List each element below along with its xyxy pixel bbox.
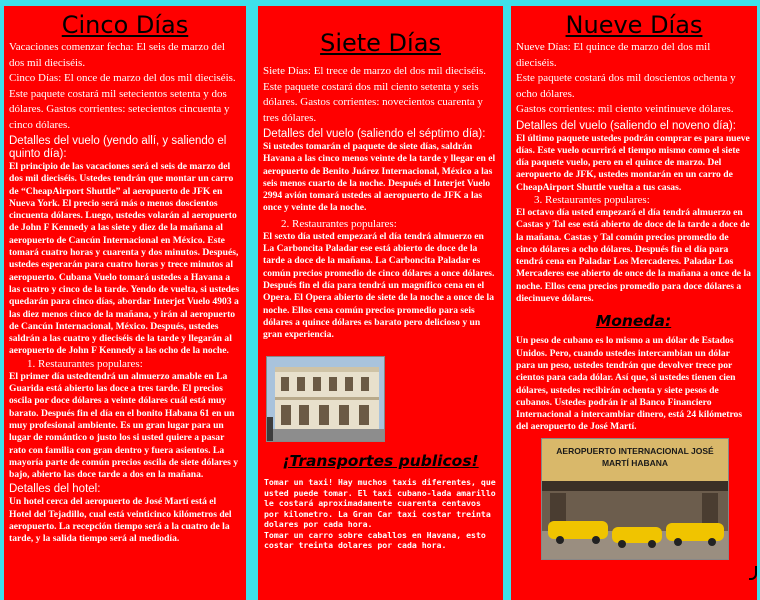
panel-title: Nueve Días	[565, 11, 703, 39]
panel-title: Cinco Días	[61, 11, 189, 39]
hotel-text: Un hotel cerca del aeropuerto de José Martí está el Hotel del Tejadillo, cual está veinticinco kilómetros del aeropuerto. La recepción tiempo será a la cuatro de la tarde, y la salida tiempo será al mediodía.	[9, 496, 232, 545]
flight-heading: Detalles del vuelo (saliendo el séptimo día):	[263, 128, 486, 140]
transport-taxi-text: Tomar un taxi! Hay muchos taxis diferentes, que usted puede tomar. El taxi cubano-lada amarillo le costará aproximadamente cuarenta centavos por kilometro. La Gran Car taxi costar treinta dolares por cada hora.	[264, 477, 496, 529]
restaurants-heading: 3. Restaurantes populares:	[534, 193, 650, 206]
start-date-text: Vacaciones comenzar fecha: El seis de marzo del dos mil dieciséis.	[9, 41, 225, 69]
panel-title: Siete Días	[320, 29, 441, 57]
money-text: Un peso de cubano es lo mismo a un dólar de Estados Unidos. Pero, cuando ustedes intercambian un dólar para un peso, ustedes tendrán que devolver trece por cientos para cada dólar. Así que, si ustedes tienen cien dólares, ustedes recibirán ochenta y siete pesos de cubanos. Ustedes podrán ir al Banco Financiero Internacional a intercambiar dinero, está 24 kilómetros del aeropuerto de José Martí.	[516, 335, 743, 433]
hotel-building-photo	[266, 356, 385, 442]
hotel-heading: Detalles del hotel:	[9, 483, 101, 496]
flight-details-text: El principio de las vacaciones será el seis de marzo del dos mil dieciséis. Ustedes tendrán que montar un carro de “CheapAirport Shuttle” al aeropuerto de JFK en Nueva York. El precio será más o menos doscientos cincuenta dólares. Luego, ustedes volarán al aeropuerto de John F Kennedy a las siete y diez de la mañana al aeropuerto de Cancún Internacional en México. Este tomará cuatro horas y cuarenta y dos minutos. Después, ustedes esperarán para cuatro horas y trece minutos al aeropuerto. Cubana Vuelo tomará ustedes a Havana a las cuatro y cinco de la tarde. Yendo de vuelta, si ustedes quedarán para cinco días, abordar Interjet Vuelo 4903 a las diez menos cinco de la mañana, y irán al aeropuerto de Cancún Internacional, México. Después, ustedes saldrán a las cuatro y dieciséis de la tarde y llegarán al aeropuerto de John F Kennedy a las ocho de la noche.	[9, 161, 239, 357]
restaurants-heading: 1. Restaurantes populares:	[27, 357, 143, 370]
brochure-panel-cinco-dias	[4, 6, 246, 600]
flight-heading: Detalles del vuelo (saliendo el noveno día):	[516, 119, 736, 132]
package-price-text: Siete Días: El trece de marzo del dos mil dieciséis. Este paquete costará dos mil ciento setenta y seis dólares. Gastos corrientes: novecientos cuarenta y tres dólares.	[263, 65, 486, 124]
restaurants-text: El sexto día usted empezará el día tendrá almuerzo en La Carboncita Paladar ese está abierto de doce de la tarde a doce de la mañana. La Carboncita Paladar es común precios promedio de cinco dólares a once dólares. Después fin el día para tendrá un magnífico cena en el Opera. El Opera abierto de siete de la noche a once de la noche. Ellos cena común precios promedio para seis dólares a quince dólares es barato pero delicioso y un gran experiencia.	[263, 230, 495, 341]
money-heading: Moneda:	[595, 312, 672, 331]
start-date-text: Nueve Días: El quince de marzo del dos mil dieciséis.	[516, 41, 711, 69]
restaurants-text: El primer día ustedtendrá un almuerzo amable en La Guarida está abierto las doce a tres tarde. El precios oscila por doce dólares a veinte dólares cuál está muy barato. Después fin el día en el bonito Habana 61 en un muy profesional ambiente. Es un gran lugar para un lugar de romántico o justo los si usted quiere a pasar rato con familia con gran dentro y fuera asientos. La mayoría parte de común precios oscila de siete dólares y bajo, abierto las doce tarde a dos en la mañana.	[9, 370, 239, 481]
expenses-text: Gastos corrientes: mil ciento veintinueve dólares.	[516, 103, 734, 115]
flight-details-text: El último paquete ustedes podrán comprar es para nueve días. Este vuelo ocurrirá el tiempo mismo como el siete día paquete vuelo, pero en el quince de marzo. Del aeropuerto de JFK, ustedes montarán en un carro de CheapAirport Shuttle vuelta a tus casas.	[516, 132, 750, 193]
transport-horse-text: Tomar un carro sobre caballos en Havana, esto costar treinta dolares por cada hora.	[264, 529, 486, 550]
restaurants-heading: 2. Restaurantes populares:	[281, 217, 397, 230]
brochure-panel-nueve-dias	[511, 6, 757, 600]
brochure-panel-siete-dias	[258, 6, 503, 600]
flight-heading: Detalles del vuelo (yendo allí, y saliendo el quinto día):	[9, 135, 227, 160]
airport-photo	[541, 438, 729, 560]
transport-heading: ¡Transportes publicos!	[282, 452, 479, 470]
package-price-text: Este paquete costará dos mil doscientos ochenta y ocho dólares.	[516, 72, 736, 100]
restaurants-text: El octavo día usted empezará el día tendrá almuerzo en Castas y Tal ese está abierto de doce de la tarde a doce de la mañana. Castas y Tal común precios promedio de cinco dólares a ocho dólares. Después fin el día para tendrá cena en Paladar Los Mercaderes. Paladar Los Mercaderes ese abierto de once de la mañana a once de la noche. Ellos cena precios promedio para doce dólares a diecinueve dólares.	[516, 206, 751, 305]
package-price-text: Cinco Días: El once de marzo del dos mil dieciséis. Este paquete costará mil setecientos setenta y dos dólares. Gastos corrientes: setecientos cincuenta y cinco dólares.	[9, 72, 236, 131]
flight-details-text: Si ustedes tomarán el paquete de siete días, saldrán Havana a las cinco menos veinte de la tarde y llegar en el aeropuerto de Benito Juárez Internacional, México a las seis menos cuarto de la noche. Después el Interjet Vuelo 2994 avión tomará ustedes al aeropuerto de JFK a las once y veinte de la noche.	[263, 141, 496, 214]
airport-sign-text: AEROPUERTO INTERNACIONAL JOSÉ MARTÍ HABANA	[556, 446, 714, 468]
